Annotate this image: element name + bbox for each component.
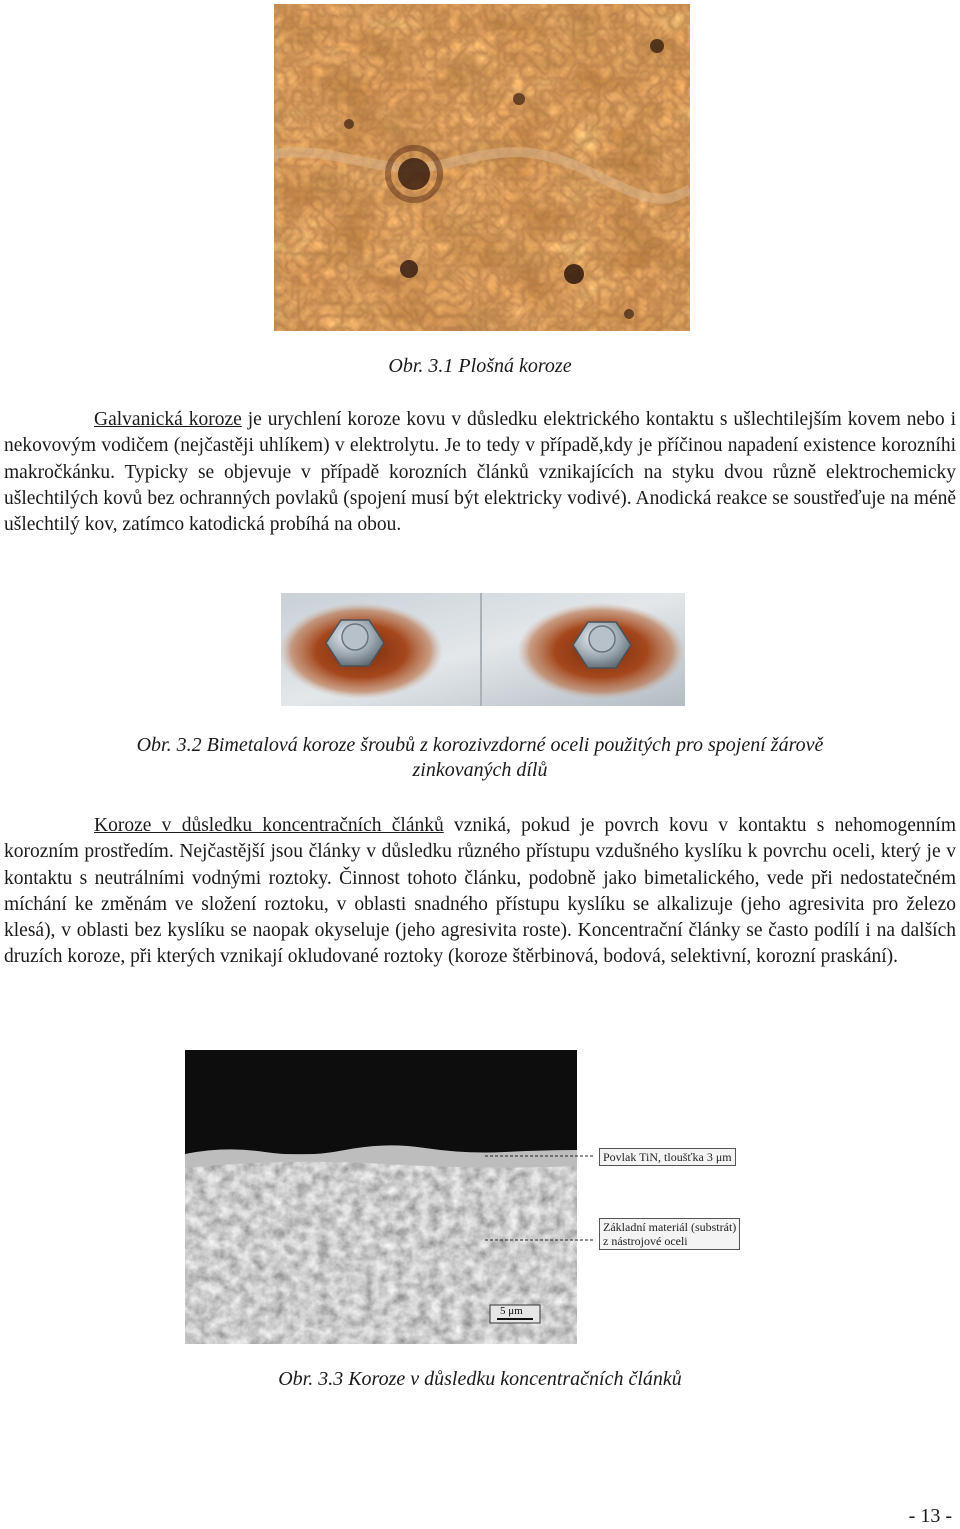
paragraph-galvanic-corrosion: [4, 407, 956, 538]
figure3-caption: Obr. 3.3 Koroze v důsledku koncentračních článků: [278, 1368, 682, 1390]
label-substrate: [599, 1218, 740, 1250]
label-substrate-line2: z nástrojové oceli: [603, 1234, 688, 1248]
paragraph1-body: je urychlení koroze kovu v důsledku elektrického kontaktu s ušlechtilejším kovem nebo i nekovovým vodičem (nejčastěji uhlíkem) v elektrolytu. Je to tedy v případě,kdy je příčinou napadení existence korozníhi makročkánku. Typicky se objevuje v případě korozních článků vznikajících na styku dvou různě elektrochemicky ušlechtilých kovů bez ochranných povlaků (spojení musí být elektricky vodivé). Anodická reakce se soustřeďuje na méně ušlechtilý kov, zatímco katodická probíhá na obou.: [4, 409, 956, 536]
page-number: - 13 -: [908, 1505, 952, 1527]
term-galvanic-corrosion: Galvanická koroze: [94, 409, 242, 430]
label-substrate-line1: Základní materiál (substrát): [603, 1220, 737, 1234]
bolts-illustration: [281, 593, 685, 706]
term-concentration-cells: Koroze v důsledku koncentračních článků: [94, 815, 444, 836]
figure-sem-micrograph: [185, 1050, 779, 1344]
rust-texture: [274, 4, 690, 331]
label-tin-coating: Povlak TiN, tloušťka 3 μm: [599, 1148, 736, 1166]
paragraph-concentration-cells: [4, 813, 956, 971]
figure1-caption: Obr. 3.1 Plošná koroze: [388, 355, 572, 377]
figure-bimetal-bolts-photo: [281, 593, 685, 706]
figure2-caption: Obr. 3.2 Bimetalová koroze šroubů z korozivzdorné oceli použitých pro spojení žárově zinkovaných dílů: [136, 734, 824, 781]
scale-bar-label: 5 μm: [500, 1305, 523, 1317]
figure-surface-corrosion-photo: [274, 4, 690, 331]
sem-image: [185, 1050, 779, 1344]
paragraph2-body: vzniká, pokud je povrch kovu v kontaktu s nehomogenním korozním prostředím. Nejčastější jsou články v důsledku různého přístupu vzdušného kyslíku k povrchu oceli, který je v kontaktu s neutrálními vodnými roztoky. Činnost tohoto článku, podobně jako bimetalického, vede při nedostatečném míchání ke změnám ve složení roztoku, v oblasti snadného přístupu kyslíku se alkalizuje (jeho agresivita pro železo klesá), v oblasti bez kyslíku se naopak okyseluje (jeho agresivita roste). Koncentrační články se často podílí i na dalších druzích koroze, při kterých vznikají okludované roztoky (koroze štěrbinová, bodová, selektivní, korozní praskání).: [4, 815, 956, 968]
